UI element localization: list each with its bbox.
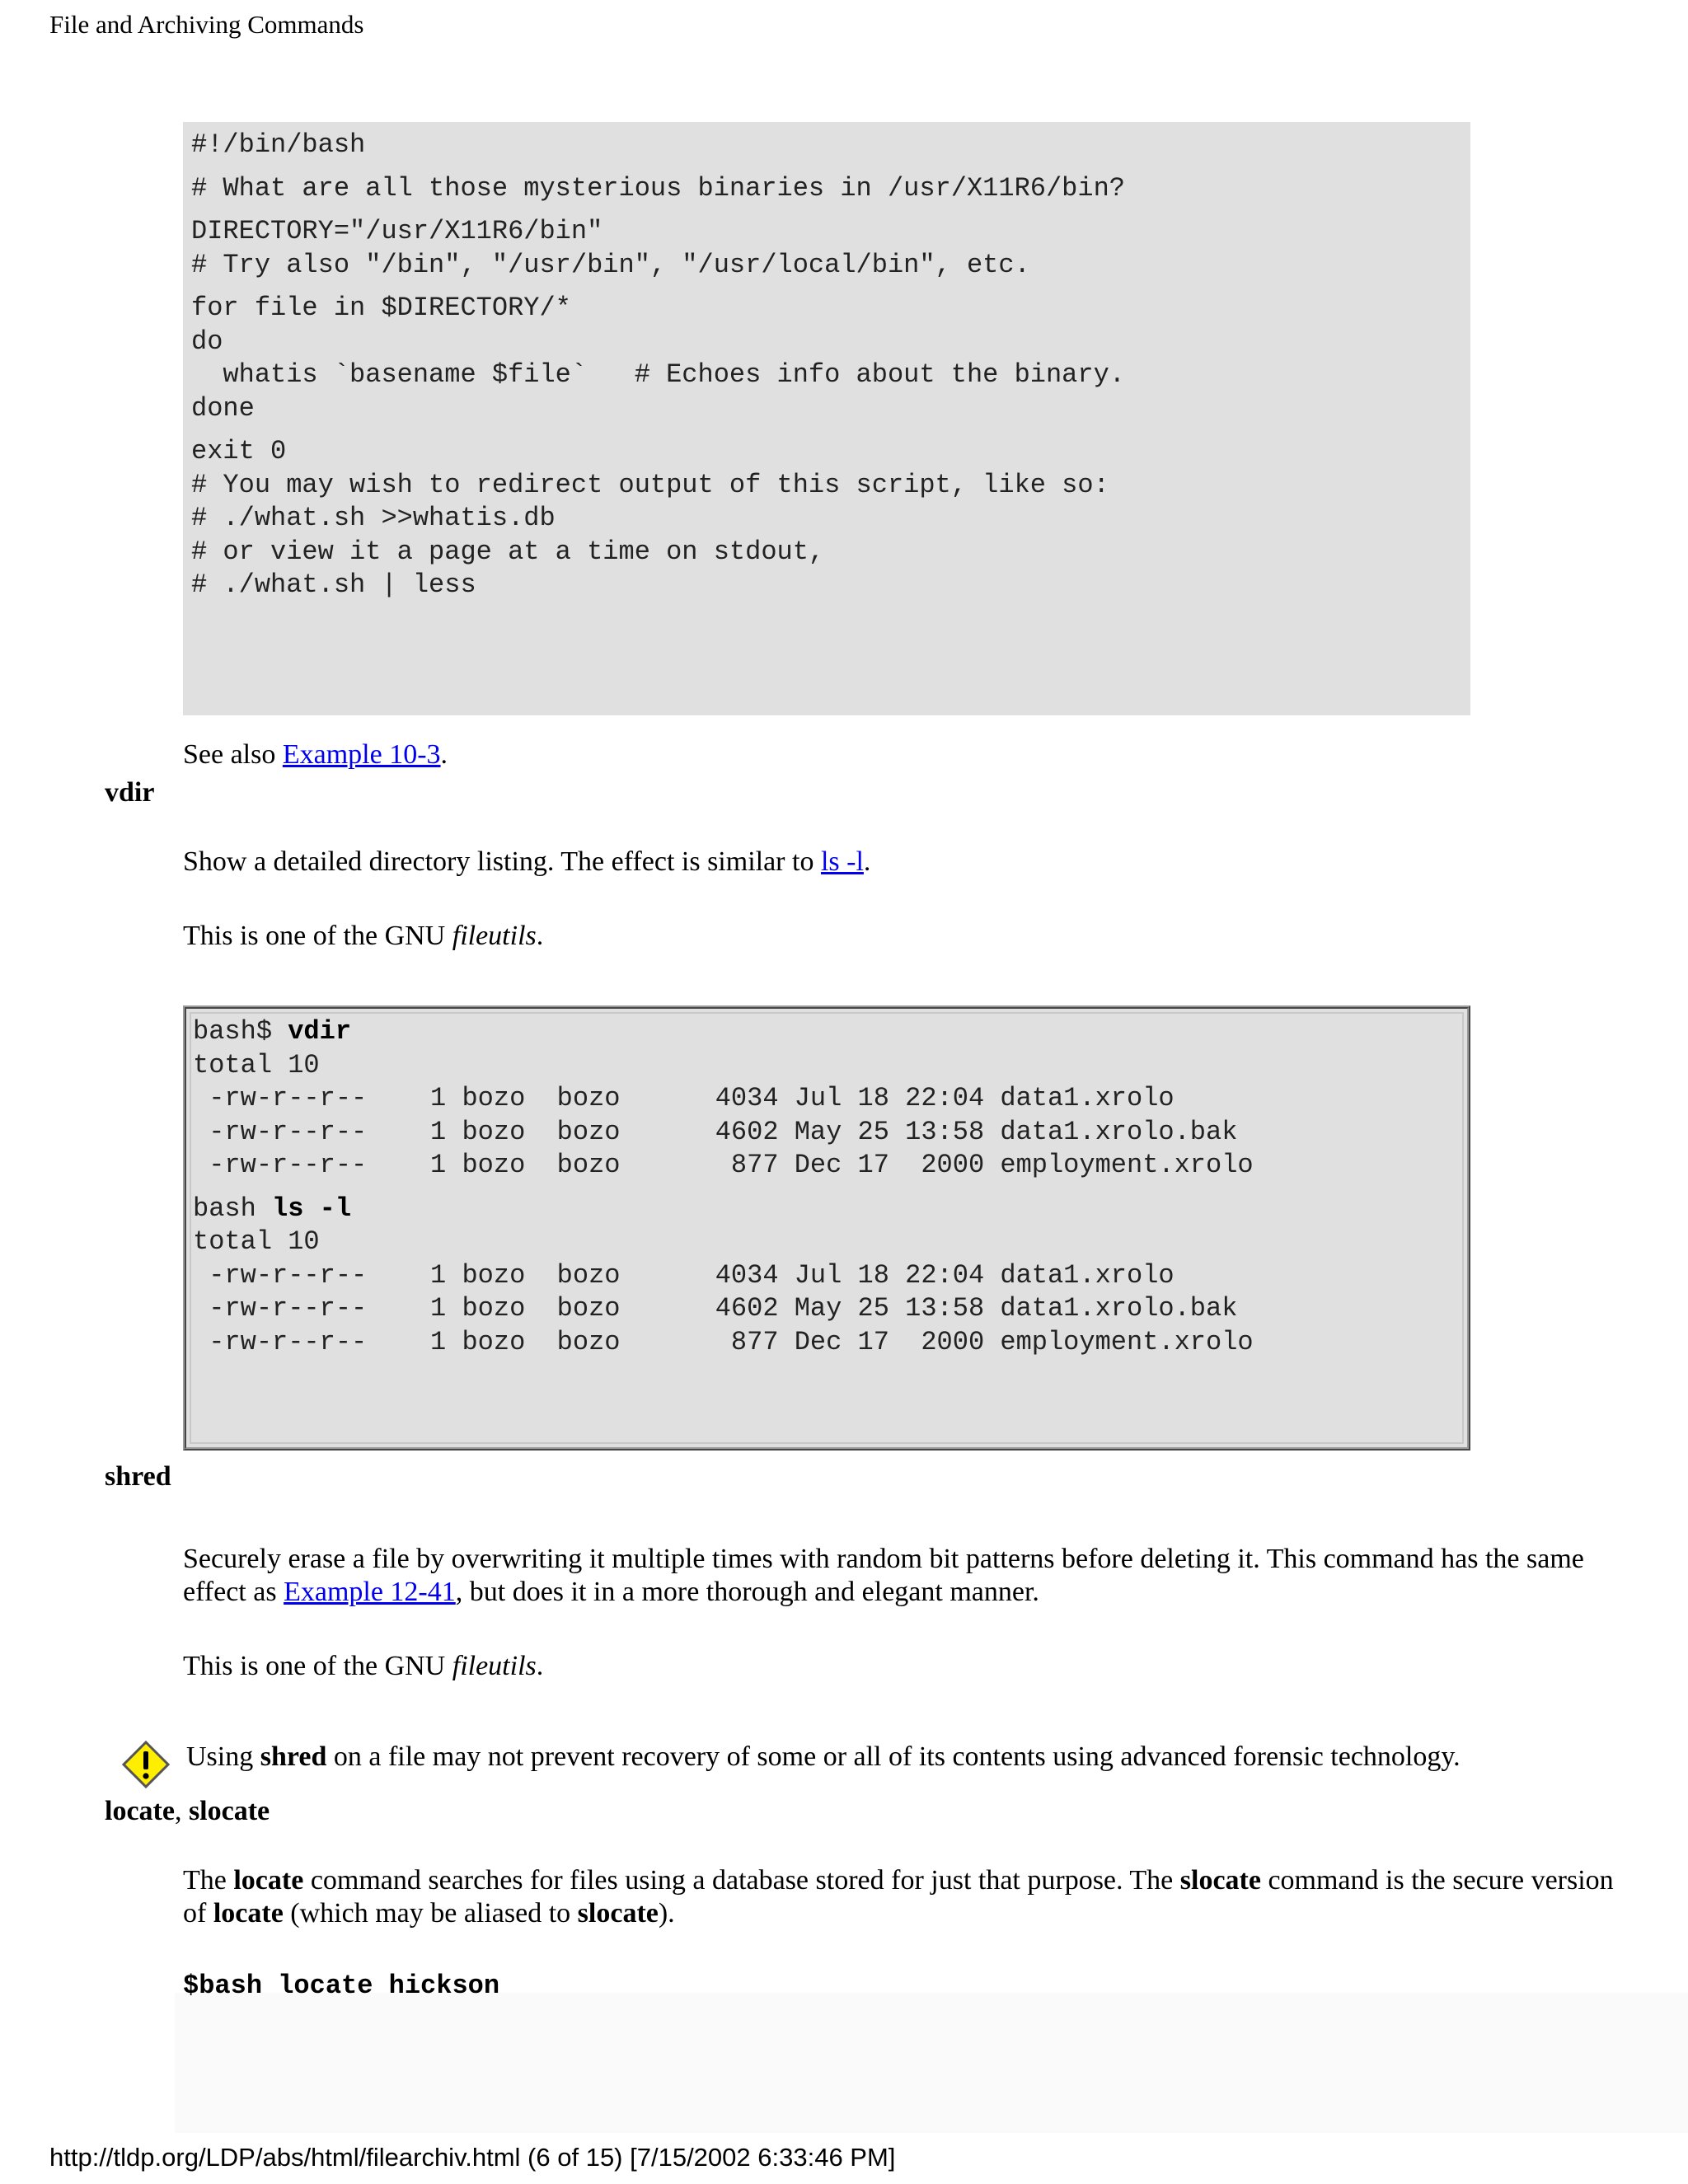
blank-line xyxy=(191,162,1470,172)
terminal-screen xyxy=(183,1005,1470,1451)
term-locate: locate xyxy=(105,1796,175,1826)
code-line: do xyxy=(191,326,223,357)
blank-line xyxy=(191,205,1470,215)
term-separator: , xyxy=(174,1796,189,1826)
vdir-description xyxy=(183,846,1617,879)
total-line-1: total 10 xyxy=(193,1049,320,1080)
code-line: exit 0 xyxy=(191,436,287,466)
prompt-1: bash$ xyxy=(193,1016,288,1047)
example-12-41-link[interactable]: Example 12-41 xyxy=(284,1577,456,1607)
listing-row: -rw-r--r-- 1 bozo bozo 4034 Jul 18 22:04 data1.xrolo xyxy=(193,1259,1175,1291)
caution-prefix: Using xyxy=(186,1741,260,1772)
ls-l-link[interactable]: ls -l xyxy=(820,846,864,877)
example-shade xyxy=(175,1993,1688,2133)
locate-text-3: command is the secure version of xyxy=(183,1865,1614,1929)
command-ls-l: ls -l xyxy=(272,1193,352,1224)
see-also-prefix: See also xyxy=(183,739,283,770)
locate-text-2: command searches for files using a database stored for just that purpose. The xyxy=(303,1865,1180,1896)
locate-bold-1: locate xyxy=(233,1865,304,1896)
code-line: # You may wish to redirect output of this script, like so: xyxy=(191,469,1109,500)
shred-gnu-suffix: . xyxy=(536,1651,544,1681)
terminal-vdir-block xyxy=(193,1015,1467,1183)
locate-text-1: The xyxy=(183,1865,234,1896)
listing-row: -rw-r--r-- 1 bozo bozo 4602 May 25 13:58 data1.xrolo.bak xyxy=(193,1116,1238,1147)
running-footer: http://tldp.org/LDP/abs/html/filearchiv.html (6 of 15) [7/15/2002 6:33:46 PM] xyxy=(49,2143,896,2172)
code-line: # or view it a page at a time on stdout, xyxy=(191,536,825,567)
shred-gnu-note xyxy=(183,1650,1617,1683)
term-vdir: vdir xyxy=(105,777,155,808)
code-line: # ./what.sh | less xyxy=(191,569,476,600)
code-line: #!/bin/bash xyxy=(191,129,366,160)
command-vdir: vdir xyxy=(288,1016,352,1047)
listing-row: -rw-r--r-- 1 bozo bozo 877 Dec 17 2000 employment.xrolo xyxy=(193,1150,1254,1180)
locate-example-command: $bash locate hickson xyxy=(183,1971,500,2001)
vdir-desc-prefix: Show a detailed directory listing. The effect is similar to xyxy=(183,846,821,877)
code-line: # What are all those mysterious binaries in /usr/X11R6/bin? xyxy=(191,172,1125,204)
locate-bold-2: slocate xyxy=(1179,1865,1261,1896)
locate-bold-3: locate xyxy=(213,1898,284,1929)
running-header: File and Archiving Commands xyxy=(49,10,364,39)
script-code xyxy=(191,129,1470,602)
code-line: done xyxy=(191,392,255,424)
shred-description xyxy=(183,1543,1617,1609)
caution-text xyxy=(186,1741,1620,1774)
total-line-2: total 10 xyxy=(193,1226,320,1257)
code-line: # Try also "/bin", "/usr/bin", "/usr/local/bin", etc. xyxy=(191,249,1030,280)
term-slocate: slocate xyxy=(188,1796,270,1826)
locate-text-4: (which may be aliased to xyxy=(283,1898,578,1929)
vdir-gnu-suffix: . xyxy=(536,921,544,951)
caution-bold-shred: shred xyxy=(260,1741,327,1772)
caution-suffix: on a file may not prevent recovery of some or all of its contents using advanced forensic technology. xyxy=(326,1741,1461,1772)
code-line: DIRECTORY="/usr/X11R6/bin" xyxy=(191,216,603,246)
script-listing xyxy=(183,122,1470,715)
caution-icon xyxy=(122,1741,170,1788)
locate-description xyxy=(183,1864,1617,1930)
example-10-3-link[interactable]: Example 10-3 xyxy=(282,739,441,770)
vdir-gnu-fileutils: fileutils xyxy=(452,921,537,951)
see-also-suffix: . xyxy=(440,739,448,770)
shred-desc-suffix: , but does it in a more thorough and elegant manner. xyxy=(455,1577,1039,1607)
term-shred: shred xyxy=(105,1461,171,1492)
vdir-desc-suffix: . xyxy=(863,846,871,877)
vdir-gnu-prefix: This is one of the GNU xyxy=(183,921,452,951)
vdir-gnu-note xyxy=(183,920,1617,953)
prompt-2: bash xyxy=(193,1193,273,1224)
code-line: for file in $DIRECTORY/* xyxy=(191,293,571,323)
code-line: # ./what.sh >>whatis.db xyxy=(191,503,556,533)
shred-desc-prefix: Securely erase a file by overwriting it multiple times with random bit patterns before deleting it. This command has the same effect as xyxy=(183,1544,1584,1607)
listing-row: -rw-r--r-- 1 bozo bozo 877 Dec 17 2000 employment.xrolo xyxy=(193,1326,1254,1357)
shred-gnu-prefix: This is one of the GNU xyxy=(183,1651,452,1681)
shred-gnu-fileutils: fileutils xyxy=(452,1651,537,1681)
listing-row: -rw-r--r-- 1 bozo bozo 4034 Jul 18 22:04 data1.xrolo xyxy=(193,1083,1175,1113)
locate-bold-4: slocate xyxy=(577,1898,659,1929)
code-line: whatis `basename $file` # Echoes info about the binary. xyxy=(191,359,1125,390)
see-also-line xyxy=(183,738,1617,771)
terminal-ls-block xyxy=(193,1193,1467,1360)
blank-line xyxy=(191,425,1470,435)
blank-line xyxy=(191,282,1470,292)
locate-text-5: ). xyxy=(658,1898,675,1929)
listing-row: -rw-r--r-- 1 bozo bozo 4602 May 25 13:58 data1.xrolo.bak xyxy=(193,1293,1238,1324)
term-locate-slocate xyxy=(105,1795,270,1828)
